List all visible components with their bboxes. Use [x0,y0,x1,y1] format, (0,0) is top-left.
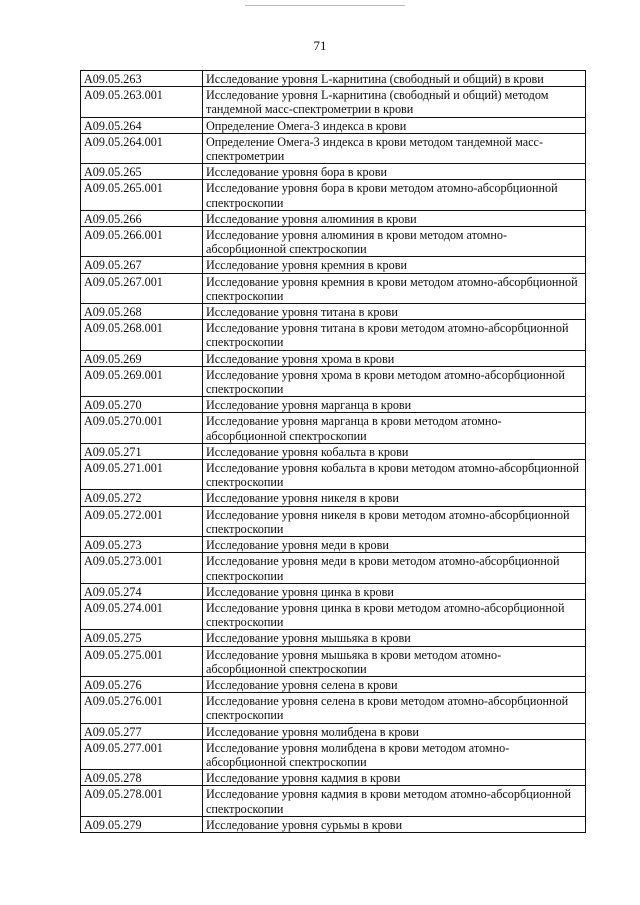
service-code-cell: A09.05.263 [81,71,203,87]
service-code-cell: A09.05.275.001 [81,646,203,676]
service-description-cell: Исследование уровня кремния в крови методом атомно-абсорбционной спектроскопии [203,273,586,303]
service-description-cell: Исследование уровня марганца в крови [203,397,586,413]
service-description-cell: Исследование уровня титана в крови методом атомно-абсорбционной спектроскопии [203,320,586,350]
service-description-cell: Исследование уровня кобальта в крови [203,443,586,459]
service-description-cell: Исследование уровня титана в крови [203,304,586,320]
service-code-cell: A09.05.279 [81,816,203,832]
table-row [81,71,586,87]
service-code-cell: A09.05.263.001 [81,87,203,117]
service-description-cell: Исследование уровня бора в крови методом атомно-абсорбционной спектроскопии [203,180,586,210]
service-code-cell: A09.05.272.001 [81,506,203,536]
service-description-cell: Исследование уровня молибдена в крови [203,723,586,739]
table-row [81,723,586,739]
table-row [81,227,586,257]
service-description-cell: Исследование уровня мышьяка в крови методом атомно-абсорбционной спектроскопии [203,646,586,676]
service-code-cell: A09.05.274 [81,583,203,599]
service-code-cell: A09.05.277 [81,723,203,739]
service-codes-table [80,70,586,833]
service-description-cell: Исследование уровня марганца в крови методом атомно-абсорбционной спектроскопии [203,413,586,443]
scan-artifact-line [245,5,405,6]
service-code-cell: A09.05.278.001 [81,786,203,816]
service-code-cell: A09.05.267.001 [81,273,203,303]
table-row [81,646,586,676]
service-code-cell: A09.05.275 [81,630,203,646]
table-row [81,537,586,553]
table-body [81,71,586,833]
service-description-cell: Исследование уровня кадмия в крови [203,770,586,786]
service-description-cell: Исследование уровня алюминия в крови методом атомно-абсорбционной спектроскопии [203,227,586,257]
service-description-cell: Исследование уровня алюминия в крови [203,210,586,226]
service-code-cell: A09.05.267 [81,257,203,273]
table-row [81,583,586,599]
table-row [81,164,586,180]
table-row [81,816,586,832]
service-description-cell: Исследование уровня цинка в крови [203,583,586,599]
table-row [81,117,586,133]
service-description-cell: Исследование уровня хрома в крови методом атомно-абсорбционной спектроскопии [203,366,586,396]
table-row [81,770,586,786]
service-description-cell: Определение Омега-3 индекса в крови [203,117,586,133]
service-code-cell: A09.05.265.001 [81,180,203,210]
table-row [81,133,586,163]
service-code-cell: A09.05.266 [81,210,203,226]
service-code-cell: A09.05.266.001 [81,227,203,257]
service-code-cell: A09.05.276.001 [81,693,203,723]
service-code-cell: A09.05.270.001 [81,413,203,443]
table-row [81,366,586,396]
service-code-cell: A09.05.265 [81,164,203,180]
service-description-cell: Исследование уровня цинка в крови методом атомно-абсорбционной спектроскопии [203,599,586,629]
table-row [81,413,586,443]
table-row [81,630,586,646]
table-row [81,304,586,320]
table-row [81,443,586,459]
table-row [81,693,586,723]
service-code-cell: A09.05.273.001 [81,553,203,583]
table-row [81,553,586,583]
service-description-cell: Исследование уровня кобальта в крови методом атомно-абсорбционной спектроскопии [203,460,586,490]
service-code-cell: A09.05.271.001 [81,460,203,490]
service-description-cell: Исследование уровня никеля в крови [203,490,586,506]
table-row [81,786,586,816]
service-code-cell: A09.05.276 [81,676,203,692]
service-code-cell: A09.05.277.001 [81,739,203,769]
table-row [81,739,586,769]
table-row [81,599,586,629]
service-description-cell: Исследование уровня L-карнитина (свободный и общий) в крови [203,71,586,87]
service-code-cell: A09.05.272 [81,490,203,506]
table-row [81,350,586,366]
table-row [81,320,586,350]
service-description-cell: Исследование уровня селена в крови [203,676,586,692]
service-code-cell: A09.05.268.001 [81,320,203,350]
service-code-cell: A09.05.269 [81,350,203,366]
service-code-cell: A09.05.278 [81,770,203,786]
service-code-cell: A09.05.271 [81,443,203,459]
table-row [81,397,586,413]
service-description-cell: Исследование уровня сурьмы в крови [203,816,586,832]
service-code-cell: A09.05.273 [81,537,203,553]
service-code-cell: A09.05.264.001 [81,133,203,163]
table-row [81,257,586,273]
service-code-cell: A09.05.264 [81,117,203,133]
service-description-cell: Исследование уровня меди в крови методом атомно-абсорбционной спектроскопии [203,553,586,583]
service-description-cell: Исследование уровня молибдена в крови методом атомно-абсорбционной спектроскопии [203,739,586,769]
service-description-cell: Исследование уровня кремния в крови [203,257,586,273]
service-code-cell: A09.05.274.001 [81,599,203,629]
table-row [81,273,586,303]
service-description-cell: Исследование уровня L-карнитина (свободный и общий) методом тандемной масс-спектрометрии в крови [203,87,586,117]
service-description-cell: Исследование уровня меди в крови [203,537,586,553]
service-description-cell: Исследование уровня хрома в крови [203,350,586,366]
service-description-cell: Исследование уровня кадмия в крови методом атомно-абсорбционной спектроскопии [203,786,586,816]
service-code-cell: A09.05.268 [81,304,203,320]
service-description-cell: Исследование уровня селена в крови методом атомно-абсорбционной спектроскопии [203,693,586,723]
service-code-cell: A09.05.270 [81,397,203,413]
service-code-cell: A09.05.269.001 [81,366,203,396]
table-row [81,490,586,506]
page-number: 71 [313,38,327,53]
service-description-cell: Определение Омега-3 индекса в крови методом тандемной масс-спектрометрии [203,133,586,163]
service-description-cell: Исследование уровня никеля в крови методом атомно-абсорбционной спектроскопии [203,506,586,536]
table-row [81,460,586,490]
table-row [81,210,586,226]
table-row [81,506,586,536]
table-row [81,676,586,692]
table-row [81,180,586,210]
service-description-cell: Исследование уровня мышьяка в крови [203,630,586,646]
table-row [81,87,586,117]
service-description-cell: Исследование уровня бора в крови [203,164,586,180]
